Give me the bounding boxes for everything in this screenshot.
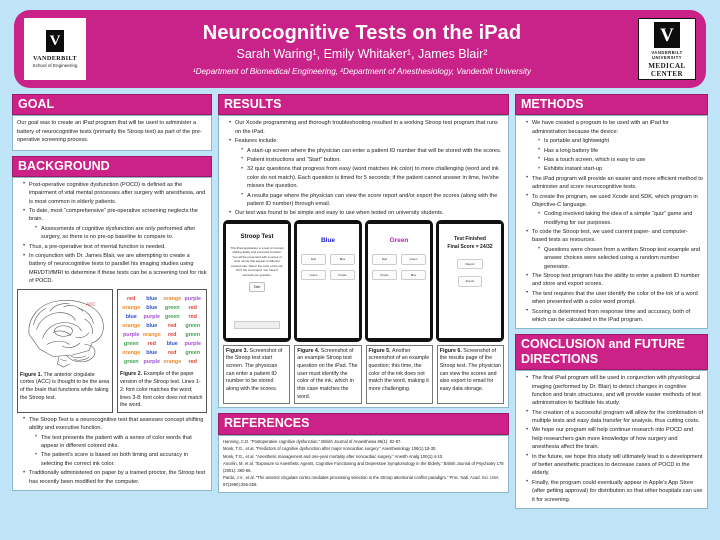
stroop-word: purple xyxy=(143,313,160,320)
stroop-word: green xyxy=(123,341,139,348)
references-section xyxy=(218,413,509,493)
vumc-line-1: VANDERBILT xyxy=(651,50,683,55)
stroop-word: green xyxy=(185,332,201,339)
conclusion-bullet xyxy=(527,453,703,478)
background-bullet-text: Post-operative cognitive dysfunction (POCD) is defined as the impairment of vital mental processes after surgery with anesthesia, and is most common in elderly patients. xyxy=(29,181,206,205)
background-bullet xyxy=(24,207,207,242)
stroop-word: red xyxy=(188,359,197,366)
stroop-word: blue xyxy=(146,322,158,329)
stroop-word: green xyxy=(185,322,201,329)
vanderbilt-medical-center-logo xyxy=(638,18,696,80)
conclusion-section-title: CONCLUSION and FUTURE DIRECTIONS xyxy=(515,334,708,370)
figure-2-panel xyxy=(117,289,207,413)
background-bullet xyxy=(24,469,207,486)
poster-affiliation: ¹Department of Biomedical Engineering, ²Department of Anesthesiology, Vanderbilt University xyxy=(192,66,532,76)
stroop-word: orange xyxy=(122,322,141,329)
references-section-title: REFERENCES xyxy=(218,413,509,434)
ipad-screenshot-row xyxy=(223,220,504,342)
figure-2-label: Figure 2. xyxy=(120,371,143,378)
answer-choice-button[interactable]: Red xyxy=(301,254,326,264)
results-figure-text: Another screenshot of an example question; this time, the color of the ink does not match the word, making it more challenging. xyxy=(368,347,430,393)
goal-section-title: GOAL xyxy=(12,94,212,115)
brain-diagram-icon xyxy=(20,292,110,370)
stroop-word: red xyxy=(147,341,156,348)
background-bullet xyxy=(24,252,207,286)
stroop-word: green xyxy=(164,304,180,311)
conclusion-bullet xyxy=(527,374,703,408)
conclusion-bullet xyxy=(527,426,703,451)
background-bullet xyxy=(24,416,207,468)
stroop-word: purple xyxy=(123,332,140,339)
methods-section xyxy=(515,94,708,329)
results-figure-caption-panel xyxy=(223,345,290,405)
ipad-device-frame-3 xyxy=(365,220,433,342)
methods-bullet-subitem: • Questions were chosen from a written Stroop test example and answer choices were selected using a random number generator. xyxy=(539,246,703,271)
answer-choice-button[interactable]: Purple xyxy=(330,270,355,280)
vumc-line-2: UNIVERSITY xyxy=(651,55,683,60)
methods-section-title: METHODS xyxy=(515,94,708,115)
stroop-word: orange xyxy=(163,359,182,366)
answer-choice-button[interactable]: Red xyxy=(372,254,397,264)
results-bullet-subitem: • Patient instructions and “Start” button. xyxy=(242,156,504,164)
background-section-title: BACKGROUND xyxy=(12,156,212,177)
vanderbilt-engineering-logo xyxy=(24,18,86,80)
reference-item: Hanning, C.D. “Postoperative cognitive dysfunction.” British Journal of Anaesthesia 95(1): 82-87. xyxy=(223,438,402,444)
vanderbilt-logo-name: VANDERBILT xyxy=(33,55,77,62)
background-bullet-text: In conjunction with Dr. James Blair, we are attempting to create a battery of neurocognitive tests to parallel his imaging studies using MRI/DTI/fMRI to determine if these tests can be a screening tool for risk of POCD. xyxy=(29,253,207,285)
right-column xyxy=(515,94,708,509)
conclusion-bullet xyxy=(527,409,703,426)
report-button[interactable]: Report xyxy=(457,259,482,270)
results-figure-caption xyxy=(440,348,501,394)
background-bullet-list-after xyxy=(17,416,207,486)
export-button[interactable]: Export xyxy=(458,276,483,287)
methods-bullet xyxy=(527,119,703,173)
answer-choice-button[interactable]: Purple xyxy=(372,270,397,280)
conclusion-section xyxy=(515,334,708,509)
patient-id-input[interactable] xyxy=(234,321,279,329)
answer-choice-button[interactable]: Green xyxy=(401,254,426,264)
stroop-word: purple xyxy=(184,295,201,302)
vumc-line-4: CENTER xyxy=(650,70,684,78)
results-figure-label: Figure 5. xyxy=(368,347,393,354)
title-block xyxy=(86,22,638,76)
background-bullet xyxy=(24,181,207,206)
results-figure-caption-panel xyxy=(366,345,433,405)
ipad-device-frame-1 xyxy=(223,220,291,342)
ipad-screenshot-3 xyxy=(365,220,433,342)
results-figure-text: Screenshot of the Stroop test start screen. The physician can enter a patient ID number to be stored along with the scores. xyxy=(226,347,283,393)
methods-bullet-sublist xyxy=(532,246,703,271)
poster-columns xyxy=(8,94,712,509)
results-bullet xyxy=(230,119,504,136)
vanderbilt-logo-subtitle: School of Engineering xyxy=(32,63,78,68)
results-figure-caption-panel xyxy=(437,345,504,405)
figure-2-text: Example of the paper version of the Stroop test. Lines 1-2: font color matches the word; lines 3-8: font color does not match the word. xyxy=(120,371,203,409)
test-finished-label: Test Finished xyxy=(454,235,486,242)
results-figure-label: Figure 6. xyxy=(439,347,464,354)
answer-choice-button[interactable]: Blue xyxy=(401,270,426,280)
stroop-word: red xyxy=(188,304,197,311)
ipad-device-frame-2 xyxy=(294,220,362,342)
stroop-word: blue xyxy=(125,313,137,320)
background-bullet-text: Traditionally administered on paper by a trained proctor, the Stroop test has recently been modified for the computer. xyxy=(29,470,206,485)
results-bullet-subitem: • A results page where the physician can view the score report and/or export the scores (along with the patient ID number) through email. xyxy=(242,192,504,209)
background-bullet-subitem: • The test presents the patient with a series of color words that appear in different colored inks. xyxy=(36,434,207,451)
methods-bullet-subitem: • Has a touch screen, which is easy to use xyxy=(539,156,703,164)
methods-bullet xyxy=(527,228,703,271)
figure-1-text: The anterior cingulate cortex (ACC) is thought to be the area of the brain that functions while taking the Stroop test. xyxy=(20,371,110,401)
results-section-body xyxy=(218,115,509,408)
results-section xyxy=(218,94,509,408)
ipad-screen-results xyxy=(439,224,501,338)
stroop-word: green xyxy=(164,313,180,320)
conclusion-bullet xyxy=(527,479,703,504)
stroop-word: purple xyxy=(143,359,160,366)
stroop-word: orange xyxy=(122,304,141,311)
background-section-body xyxy=(12,177,212,491)
background-bullet xyxy=(24,243,207,251)
references-section-body xyxy=(218,435,509,494)
results-figure-text: Screenshot of the results page of the Stroop test. The physician can view the scores and also export to email for easy data storage. xyxy=(439,347,501,393)
background-bullet-subitem: • Assessments of cognitive dysfunction are only performed after surgery, so there is no pre-op baseline to compare to. xyxy=(36,225,207,242)
conclusion-bullet-text: We hope our program will help continue research into POCD and help researchers gain more knowledge of how surgery and anesthesia affect the brain. xyxy=(532,427,693,451)
stroop-prompt-word-mismatched: Green xyxy=(389,236,409,244)
figure-1-caption xyxy=(20,372,110,403)
results-figure-label: Figure 4. xyxy=(297,347,321,354)
results-figure-caption xyxy=(369,348,430,394)
stroop-word: orange xyxy=(142,332,161,339)
methods-bullet-text: The iPad program will provide an easier and more efficient method to administer and score neurocognitive tests. xyxy=(532,175,703,191)
results-bullet-sublist xyxy=(235,147,504,209)
conclusion-section-body xyxy=(515,370,708,509)
methods-bullet-list xyxy=(520,119,703,324)
stroop-word-grid xyxy=(120,292,204,370)
ipad-screenshot-2 xyxy=(294,220,362,342)
ipad-screenshot-4 xyxy=(436,220,504,342)
vumc-line-3: MEDICAL xyxy=(648,62,686,70)
methods-section-body xyxy=(515,115,708,329)
stroop-word: red xyxy=(127,295,136,302)
poster-authors: Sarah Waring¹, Emily Whitaker¹, James Blair² xyxy=(236,47,488,62)
background-bullet-text: To date, most “comprehensive” pre-operative screening neglects the brain. xyxy=(29,208,198,223)
stroop-word: orange xyxy=(122,350,141,357)
background-section xyxy=(12,156,212,491)
results-bullet-text: Our Xcode programming and thorough troubleshooting resulted in a working Stroop test program that runs on the iPad. xyxy=(235,120,498,135)
ipad-screenshot-1 xyxy=(223,220,291,342)
vanderbilt-vumc-v-mark: V xyxy=(654,22,680,48)
reference-item: Monk, T.G., et al. “Anesthetic management and one-year mortality after noncardiac surgery.” Anesth Analg 100(1):4-10. xyxy=(223,453,444,459)
results-figure-caption xyxy=(226,348,287,394)
methods-bullet-sublist xyxy=(532,137,703,174)
conclusion-bullet-text: Finally, the program could eventually appear in Apple’s App Store (after getting approval) for distribution so that other hospitals can use it for screening. xyxy=(532,479,703,503)
methods-bullet-text: To code the Stroop test, we used current paper- and computer-based tests as resources. xyxy=(532,229,688,244)
methods-bullet xyxy=(527,193,703,228)
results-bullet-text: Features include: xyxy=(235,138,278,145)
stroop-prompt-word-matching: Blue xyxy=(320,236,336,244)
results-bullet-list xyxy=(223,119,504,217)
results-caption-row xyxy=(223,345,504,405)
start-screen-title: Stroop Test xyxy=(240,233,274,240)
methods-bullet-text: Scoring is determined from response time and accuracy, both of which can be calculated in the iPad program. xyxy=(532,308,691,323)
vanderbilt-v-mark: V xyxy=(46,30,64,52)
ipad-screen-question-matching xyxy=(297,224,359,338)
ipad-device-frame-4 xyxy=(436,220,504,342)
middle-column xyxy=(218,94,509,493)
stroop-word: red xyxy=(168,350,177,357)
stroop-word: blue xyxy=(146,350,158,357)
background-bullet-text: Thus, a pre-operative test of mental function is needed. xyxy=(29,243,166,250)
goal-section xyxy=(12,94,212,151)
answer-choice-grid-matching xyxy=(301,254,355,279)
conclusion-bullet-text: The final iPad program will be used in conjunction with physiological imaging (performed by Dr. Blair) to detect changes in cognitive function and brain structures, and will provide easier methods of test administration to facilitate his study. xyxy=(532,375,701,407)
results-bullet-text: Our test was found to be simple and easy to use when tested on university students. xyxy=(235,210,444,217)
svg-text:ACC: ACC xyxy=(86,301,96,307)
poster-header xyxy=(14,10,706,88)
conclusion-bullet-text: The creation of a successful program will allow for the combination of multiple tests and easy data transfer for analysis, thus cutting costs. xyxy=(532,409,703,425)
methods-bullet-text: We have created a program to be used with an iPad for administration because the device: xyxy=(532,120,670,135)
background-bullet-subitem: • The patient’s score is based on both timing and accuracy in selecting the correct ink color. xyxy=(36,451,207,468)
stroop-word: blue xyxy=(146,304,158,311)
stroop-word: purple xyxy=(184,341,201,348)
results-bullet xyxy=(230,209,504,217)
stroop-word: blue xyxy=(146,295,158,302)
figure-2-caption xyxy=(120,371,204,409)
methods-bullet xyxy=(527,308,703,325)
reference-item: Monk, T.G., et al. “Predictors of cognitive dysfunction after major noncardiac surgery.” Anesthesiology 108(1):18-30. xyxy=(223,446,437,452)
results-figure-caption xyxy=(297,348,358,402)
results-bullet xyxy=(230,137,504,208)
background-bullet-sublist xyxy=(29,434,207,469)
stroop-word: green xyxy=(123,359,139,366)
reference-item: Pardo, J.V., et al. “The anterior cingulate cortex mediates processing selection in the Stroop attentional conflict paradigm.” Proc. Natl. Acad. Sci. USA 87(1990):256-259. xyxy=(223,475,499,487)
background-figure-row xyxy=(17,289,207,413)
methods-bullet-subitem: • Coding involved taking the idea of a simple “quiz” game and modifying for our purposes. xyxy=(539,210,703,227)
start-button[interactable]: Start xyxy=(249,282,266,292)
stroop-word: green xyxy=(185,350,201,357)
methods-bullet-text: To create the program, we used Xcode and SDK, which program in Objective-C language. xyxy=(532,193,698,208)
conclusion-bullet-text: In the future, we hope this study will ultimately lead to a development of better anesthetic practices to decrease cases of POCD in the elderly. xyxy=(532,453,703,477)
results-figure-text: Screenshot of an example Stroop test question on the iPad. The user must identify the color of the ink, which in this case matches the word. xyxy=(297,347,358,400)
poster-title: Neurocognitive Tests on the iPad xyxy=(202,22,522,45)
methods-bullet-text: The Stroop test program has the ability to enter a patient ID number and store and export scores. xyxy=(532,273,700,288)
stroop-word: red xyxy=(188,313,197,320)
results-section-title: RESULTS xyxy=(218,94,509,115)
answer-choice-button[interactable]: Green xyxy=(301,270,326,280)
left-column xyxy=(12,94,212,491)
figure-1-panel xyxy=(17,289,113,413)
stroop-word: blue xyxy=(166,341,178,348)
results-figure-label: Figure 3. xyxy=(226,347,250,354)
background-bullet-list xyxy=(17,181,207,286)
methods-bullet-subitem: • Exhibits instant start-up xyxy=(539,165,703,173)
results-figure-caption-panel xyxy=(294,345,361,405)
methods-bullet xyxy=(527,290,703,307)
results-bullet-subitem: • 32 quiz questions that progress from easy (word matches ink color) to more challenging (word and ink color do not match). Each question is timed for 5 seconds; if the patient cannot answer in time, he/she misses the question. xyxy=(242,165,504,190)
ipad-screen-question-mismatched xyxy=(368,224,430,338)
final-score-label: Final Score = 24/32 xyxy=(447,244,493,251)
methods-bullet xyxy=(527,272,703,289)
goal-section-body xyxy=(12,115,212,150)
reference-item: Ancelin, M. et al. “Exposure to Anesthetic Agents, Cognitive Functioning and Depressive Symptomology in the Elderly.” British Journal of Psychiatry 178 (2001): 360-66. xyxy=(223,461,504,473)
methods-bullet xyxy=(527,175,703,192)
methods-bullet-sublist xyxy=(532,210,703,227)
methods-bullet-subitem: • Has a long battery life xyxy=(539,147,703,155)
goal-text: Our goal was to create an iPad program that will be used to administer a battery of neurocognitive tests (primarily the Stroop test) as part of the pre-operative screening process. xyxy=(17,120,202,144)
stroop-word: red xyxy=(168,332,177,339)
stroop-word: orange xyxy=(163,295,182,302)
figure-1-label: Figure 1. xyxy=(20,371,43,378)
answer-choice-button[interactable]: Blue xyxy=(330,254,355,264)
conclusion-bullet-list xyxy=(520,374,703,504)
methods-bullet-text: The test requires that the user identify the color of the ink of a word when presented with a color word prompt. xyxy=(532,290,698,306)
answer-choice-grid-mismatched xyxy=(372,254,426,279)
methods-bullet-subitem: • Is portable and lightweight xyxy=(539,137,703,145)
background-bullet-sublist xyxy=(29,225,207,242)
background-bullet-text: The Stroop Test is a neurocognitive test that assesses concept shifting ability and executive function. xyxy=(29,416,204,432)
ipad-screen-start xyxy=(226,224,288,338)
start-screen-instructions: This iPad application is a test of concept shifting ability and executive function. You will be presented with a series of color words that appear in different colored inks. Select the color of the ink, NOT the word itself. You have 5 seconds per question. xyxy=(230,245,284,277)
results-bullet-subitem: • A start-up screen where the physician can enter a patient ID number that will be stored with the scores. xyxy=(242,147,504,155)
stroop-word: red xyxy=(168,322,177,329)
